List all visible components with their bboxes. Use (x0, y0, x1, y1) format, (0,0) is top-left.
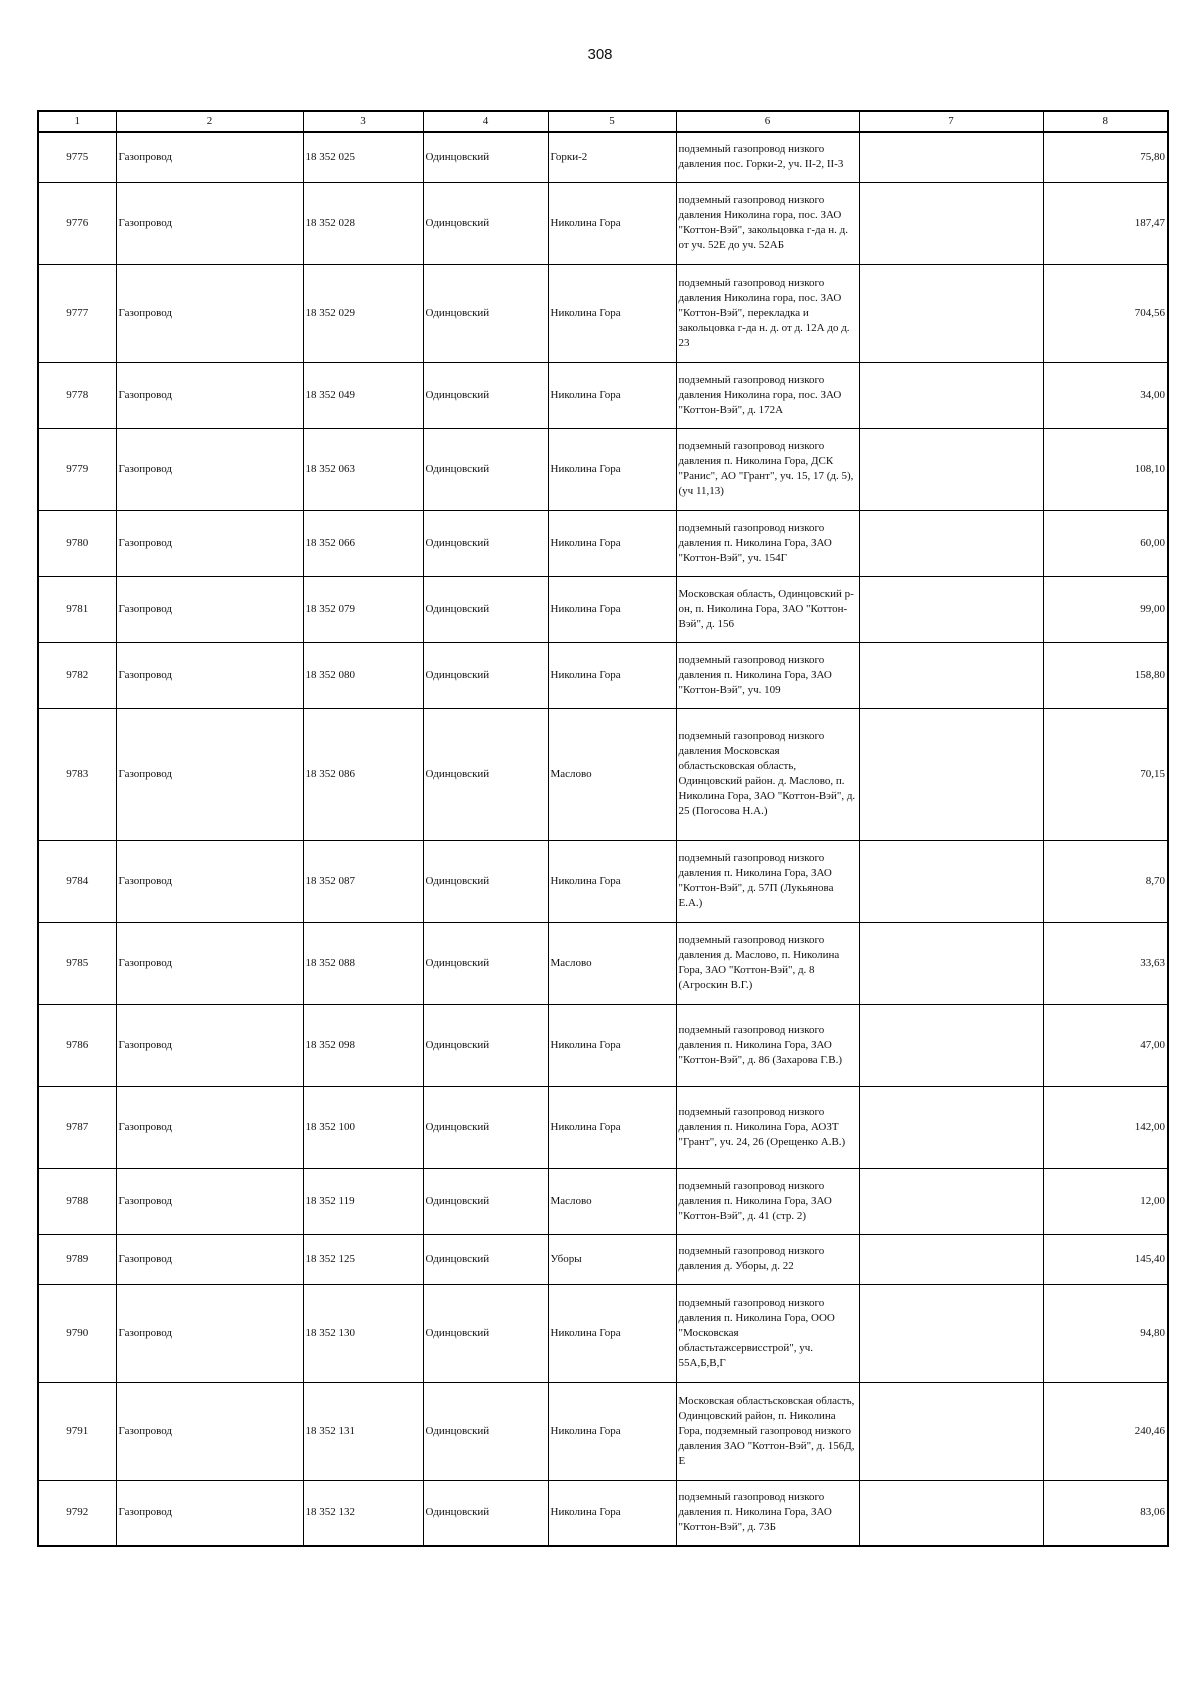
table-row (38, 1382, 1168, 1480)
locality-name: Николина Гора (548, 576, 676, 642)
table-header-row (38, 111, 1168, 132)
district-name: Одинцовский (423, 1004, 548, 1086)
district-name: Одинцовский (423, 264, 548, 362)
object-code: 18 352 049 (303, 362, 423, 428)
table-row (38, 1168, 1168, 1234)
locality-name: Уборы (548, 1234, 676, 1284)
length-value: 187,47 (1043, 182, 1168, 264)
locality-name: Николина Гора (548, 182, 676, 264)
object-type: Газопровод (116, 1086, 303, 1168)
length-value: 94,80 (1043, 1284, 1168, 1382)
length-value: 8,70 (1043, 840, 1168, 922)
locality-name: Николина Гора (548, 1382, 676, 1480)
column-header: 8 (1043, 111, 1168, 132)
row-number: 9792 (38, 1480, 116, 1546)
column-7-cell (859, 1480, 1043, 1546)
object-type: Газопровод (116, 1480, 303, 1546)
district-name: Одинцовский (423, 428, 548, 510)
district-name: Одинцовский (423, 510, 548, 576)
object-code: 18 352 132 (303, 1480, 423, 1546)
column-7-cell (859, 510, 1043, 576)
length-value: 145,40 (1043, 1234, 1168, 1284)
district-name: Одинцовский (423, 1086, 548, 1168)
row-number: 9779 (38, 428, 116, 510)
object-code: 18 352 066 (303, 510, 423, 576)
column-7-cell (859, 642, 1043, 708)
locality-name: Маслово (548, 922, 676, 1004)
column-header: 4 (423, 111, 548, 132)
object-type: Газопровод (116, 1382, 303, 1480)
length-value: 34,00 (1043, 362, 1168, 428)
object-code: 18 352 088 (303, 922, 423, 1004)
object-description: Московская областьсковская область, Одинцовский район, п. Николина Гора, подземный газопровод низкого давления ЗАО "Коттон-Вэй", д. 156Д, Е (676, 1382, 859, 1480)
object-description: подземный газопровод низкого давления п. Николина Гора, АОЗТ "Грант", уч. 24, 26 (Орещенко А.В.) (676, 1086, 859, 1168)
column-7-cell (859, 132, 1043, 182)
locality-name: Маслово (548, 708, 676, 840)
length-value: 158,80 (1043, 642, 1168, 708)
row-number: 9791 (38, 1382, 116, 1480)
table-row (38, 642, 1168, 708)
row-number: 9778 (38, 362, 116, 428)
length-value: 704,56 (1043, 264, 1168, 362)
locality-name: Николина Гора (548, 510, 676, 576)
column-7-cell (859, 362, 1043, 428)
locality-name: Маслово (548, 1168, 676, 1234)
object-description: подземный газопровод низкого давления п. Николина Гора, ЗАО "Коттон-Вэй", д. 86 (Захарова Г.В.) (676, 1004, 859, 1086)
table-row (38, 1086, 1168, 1168)
column-7-cell (859, 1086, 1043, 1168)
locality-name: Николина Гора (548, 428, 676, 510)
row-number: 9776 (38, 182, 116, 264)
row-number: 9784 (38, 840, 116, 922)
column-header: 3 (303, 111, 423, 132)
district-name: Одинцовский (423, 1284, 548, 1382)
table-row (38, 1284, 1168, 1382)
object-code: 18 352 100 (303, 1086, 423, 1168)
object-description: подземный газопровод низкого давления п. Николина Гора, ООО "Московская областьтажсервисстрой", уч. 55А,Б,В,Г (676, 1284, 859, 1382)
object-type: Газопровод (116, 1168, 303, 1234)
object-description: подземный газопровод низкого давления п. Николина Гора, ЗАО "Коттон-Вэй", уч. 154Г (676, 510, 859, 576)
table-row (38, 428, 1168, 510)
length-value: 142,00 (1043, 1086, 1168, 1168)
object-code: 18 352 130 (303, 1284, 423, 1382)
object-description: подземный газопровод низкого давления д. Маслово, п. Николина Гора, ЗАО "Коттон-Вэй", д. 8 (Агроскин В.Г.) (676, 922, 859, 1004)
object-type: Газопровод (116, 428, 303, 510)
district-name: Одинцовский (423, 1480, 548, 1546)
column-7-cell (859, 922, 1043, 1004)
column-7-cell (859, 708, 1043, 840)
object-type: Газопровод (116, 510, 303, 576)
object-code: 18 352 080 (303, 642, 423, 708)
row-number: 9780 (38, 510, 116, 576)
object-type: Газопровод (116, 576, 303, 642)
length-value: 47,00 (1043, 1004, 1168, 1086)
row-number: 9782 (38, 642, 116, 708)
column-7-cell (859, 1004, 1043, 1086)
locality-name: Николина Гора (548, 840, 676, 922)
length-value: 12,00 (1043, 1168, 1168, 1234)
table-row (38, 576, 1168, 642)
object-description: подземный газопровод низкого давления д. Уборы, д. 22 (676, 1234, 859, 1284)
object-type: Газопровод (116, 362, 303, 428)
length-value: 70,15 (1043, 708, 1168, 840)
locality-name: Горки-2 (548, 132, 676, 182)
locality-name: Николина Гора (548, 362, 676, 428)
locality-name: Николина Гора (548, 264, 676, 362)
district-name: Одинцовский (423, 1168, 548, 1234)
table-row (38, 1480, 1168, 1546)
column-7-cell (859, 576, 1043, 642)
object-description: подземный газопровод низкого давления п. Николина Гора, ДСК "Ранис", АО "Грант", уч. 15, 17 (д. 5),(уч 11,13) (676, 428, 859, 510)
object-description: подземный газопровод низкого давления Николина гора, пос. ЗАО "Коттон-Вэй", перекладка и закольцовка г-да н. д. от д. 12А до д. 23 (676, 264, 859, 362)
length-value: 99,00 (1043, 576, 1168, 642)
object-code: 18 352 131 (303, 1382, 423, 1480)
column-7-cell (859, 1382, 1043, 1480)
locality-name: Николина Гора (548, 1480, 676, 1546)
object-type: Газопровод (116, 708, 303, 840)
object-type: Газопровод (116, 182, 303, 264)
object-description: подземный газопровод низкого давления Московская областьсковская область, Одинцовский район. д. Маслово, п. Николина Гора, ЗАО "Коттон-Вэй", д. 25 (Погосова Н.А.) (676, 708, 859, 840)
length-value: 33,63 (1043, 922, 1168, 1004)
object-code: 18 352 063 (303, 428, 423, 510)
district-name: Одинцовский (423, 922, 548, 1004)
object-type: Газопровод (116, 642, 303, 708)
object-description: подземный газопровод низкого давления пос. Горки-2, уч. II-2, II-3 (676, 132, 859, 182)
object-code: 18 352 079 (303, 576, 423, 642)
table-row (38, 1234, 1168, 1284)
district-name: Одинцовский (423, 132, 548, 182)
column-7-cell (859, 264, 1043, 362)
row-number: 9775 (38, 132, 116, 182)
district-name: Одинцовский (423, 708, 548, 840)
district-name: Одинцовский (423, 1382, 548, 1480)
table-row (38, 922, 1168, 1004)
table-row (38, 708, 1168, 840)
district-name: Одинцовский (423, 642, 548, 708)
row-number: 9777 (38, 264, 116, 362)
column-header: 5 (548, 111, 676, 132)
object-description: подземный газопровод низкого давления п. Николина Гора, ЗАО "Коттон-Вэй", д. 41 (стр. 2) (676, 1168, 859, 1234)
object-code: 18 352 087 (303, 840, 423, 922)
object-description: Московская область, Одинцовский р-он, п. Николина Гора, ЗАО "Коттон-Вэй", д. 156 (676, 576, 859, 642)
row-number: 9781 (38, 576, 116, 642)
row-number: 9790 (38, 1284, 116, 1382)
object-code: 18 352 119 (303, 1168, 423, 1234)
table-row (38, 182, 1168, 264)
object-code: 18 352 125 (303, 1234, 423, 1284)
row-number: 9787 (38, 1086, 116, 1168)
object-description: подземный газопровод низкого давления п. Николина Гора, ЗАО "Коттон-Вэй", д. 73Б (676, 1480, 859, 1546)
length-value: 108,10 (1043, 428, 1168, 510)
object-type: Газопровод (116, 840, 303, 922)
object-type: Газопровод (116, 1234, 303, 1284)
locality-name: Николина Гора (548, 1086, 676, 1168)
object-description: подземный газопровод низкого давления п. Николина Гора, ЗАО "Коттон-Вэй", д. 57П (Лукьянова Е.А.) (676, 840, 859, 922)
object-code: 18 352 029 (303, 264, 423, 362)
column-header: 7 (859, 111, 1043, 132)
gas-pipeline-registry-table (37, 110, 1169, 1547)
table-row (38, 362, 1168, 428)
column-header: 2 (116, 111, 303, 132)
district-name: Одинцовский (423, 840, 548, 922)
page-number: 308 (587, 46, 613, 63)
table-row (38, 510, 1168, 576)
object-description: подземный газопровод низкого давления Николина гора, пос. ЗАО "Коттон-Вэй", закольцовка г-да н. д. от уч. 52Е до уч. 52АБ (676, 182, 859, 264)
column-7-cell (859, 1168, 1043, 1234)
district-name: Одинцовский (423, 1234, 548, 1284)
row-number: 9788 (38, 1168, 116, 1234)
object-code: 18 352 028 (303, 182, 423, 264)
column-header: 1 (38, 111, 116, 132)
object-type: Газопровод (116, 1284, 303, 1382)
table-row (38, 264, 1168, 362)
table-row (38, 132, 1168, 182)
object-type: Газопровод (116, 922, 303, 1004)
column-7-cell (859, 840, 1043, 922)
column-7-cell (859, 1234, 1043, 1284)
table-row (38, 840, 1168, 922)
locality-name: Николина Гора (548, 642, 676, 708)
length-value: 60,00 (1043, 510, 1168, 576)
table-row (38, 1004, 1168, 1086)
length-value: 75,80 (1043, 132, 1168, 182)
object-description: подземный газопровод низкого давления Николина гора, пос. ЗАО "Коттон-Вэй", д. 172А (676, 362, 859, 428)
length-value: 240,46 (1043, 1382, 1168, 1480)
locality-name: Николина Гора (548, 1004, 676, 1086)
object-code: 18 352 025 (303, 132, 423, 182)
locality-name: Николина Гора (548, 1284, 676, 1382)
object-type: Газопровод (116, 264, 303, 362)
district-name: Одинцовский (423, 576, 548, 642)
object-description: подземный газопровод низкого давления п. Николина Гора, ЗАО "Коттон-Вэй", уч. 109 (676, 642, 859, 708)
row-number: 9783 (38, 708, 116, 840)
object-type: Газопровод (116, 1004, 303, 1086)
column-header: 6 (676, 111, 859, 132)
column-7-cell (859, 428, 1043, 510)
object-code: 18 352 098 (303, 1004, 423, 1086)
row-number: 9785 (38, 922, 116, 1004)
district-name: Одинцовский (423, 362, 548, 428)
column-7-cell (859, 1284, 1043, 1382)
object-type: Газопровод (116, 132, 303, 182)
row-number: 9789 (38, 1234, 116, 1284)
district-name: Одинцовский (423, 182, 548, 264)
row-number: 9786 (38, 1004, 116, 1086)
column-7-cell (859, 182, 1043, 264)
length-value: 83,06 (1043, 1480, 1168, 1546)
object-code: 18 352 086 (303, 708, 423, 840)
